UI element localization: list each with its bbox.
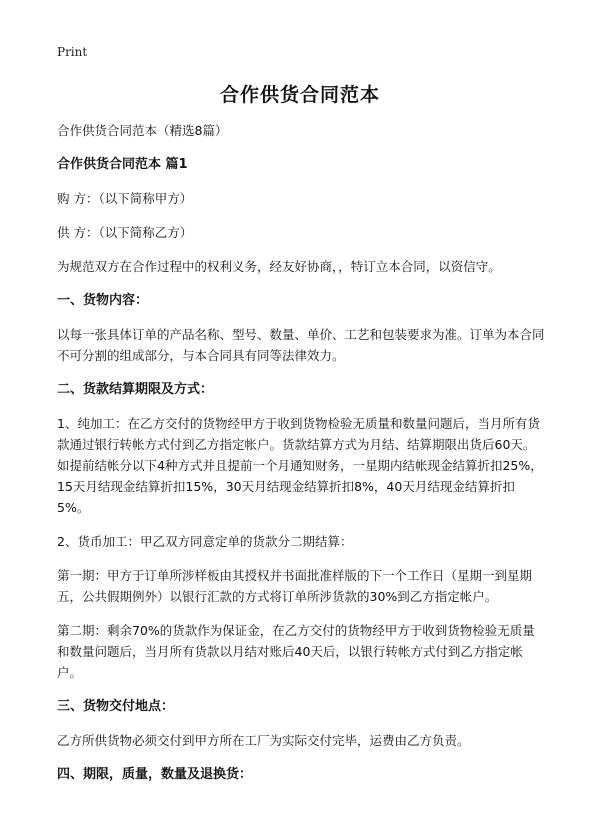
payment-terms-paragraph-3: 第一期：甲方于订单所涉样板由其授权并书面批准样版的下一个工作日（星期一到星期五，公共假期例外）以银行汇款的方式将订单所涉货款的30%到乙方指定帐户。	[57, 568, 533, 604]
payment-terms-paragraph-2: 2、货币加工：甲乙双方同意定单的货款分二期结算：	[57, 534, 353, 549]
section-heading: 合作供货合同范本 篇1	[57, 157, 188, 172]
payment-terms-paragraph-1: 1、纯加工：在乙方交付的货物经甲方于收到货物检验无质量和数量问题后，当月所有货款通过银行转帐方式付到乙方指定帐户。货款结算方式为月结、结算期限出货后60天。如提前结帐分以下4种方式并且提前一个月通知财务，一星期内结帐现金结算折扣25%，15天月结现金结算折扣15%，30天月结现金结算折扣8%，40天月结现金结算折扣5%。	[57, 416, 543, 515]
print-link[interactable]: Print	[57, 45, 88, 59]
payment-terms-heading: 二、货款结算期限及方式：	[57, 382, 214, 397]
document-body	[57, 120, 547, 785]
document-subtitle: 合作供货合同范本（精选8篇）	[57, 123, 228, 138]
page-title: 合作供货合同范本	[219, 84, 380, 106]
seller-line: 供 方：（以下简称乙方）	[57, 225, 193, 240]
intro-paragraph: 为规范双方在合作过程中的权利义务，经友好协商，，特订立本合同，以资信守。	[57, 259, 501, 274]
goods-content-heading: 一、货物内容：	[57, 293, 149, 308]
goods-content-paragraph: 以每一张具体订单的产品名称、型号、数量、单价、工艺和包装要求为准。订单为本合同不可分割的组成部分，与本合同具有同等法律效力。	[57, 327, 545, 363]
payment-terms-paragraph-4: 第二期：剩余70%的货款作为保证金，在乙方交付的货物经甲方于收到货物检验无质量和数量问题后，当月所有货款以月结对账后40天后，以银行转帐方式付到乙方指定帐户。	[57, 623, 535, 680]
delivery-location-paragraph: 乙方所供货物必须交付到甲方所在工厂为实际交付完毕，运费由乙方负责。	[57, 733, 470, 748]
delivery-location-heading: 三、货物交付地点：	[57, 699, 175, 714]
buyer-line: 购 方：（以下简称甲方）	[57, 191, 193, 206]
quality-quantity-heading: 四、期限，质量，数量及退换货：	[57, 767, 253, 782]
